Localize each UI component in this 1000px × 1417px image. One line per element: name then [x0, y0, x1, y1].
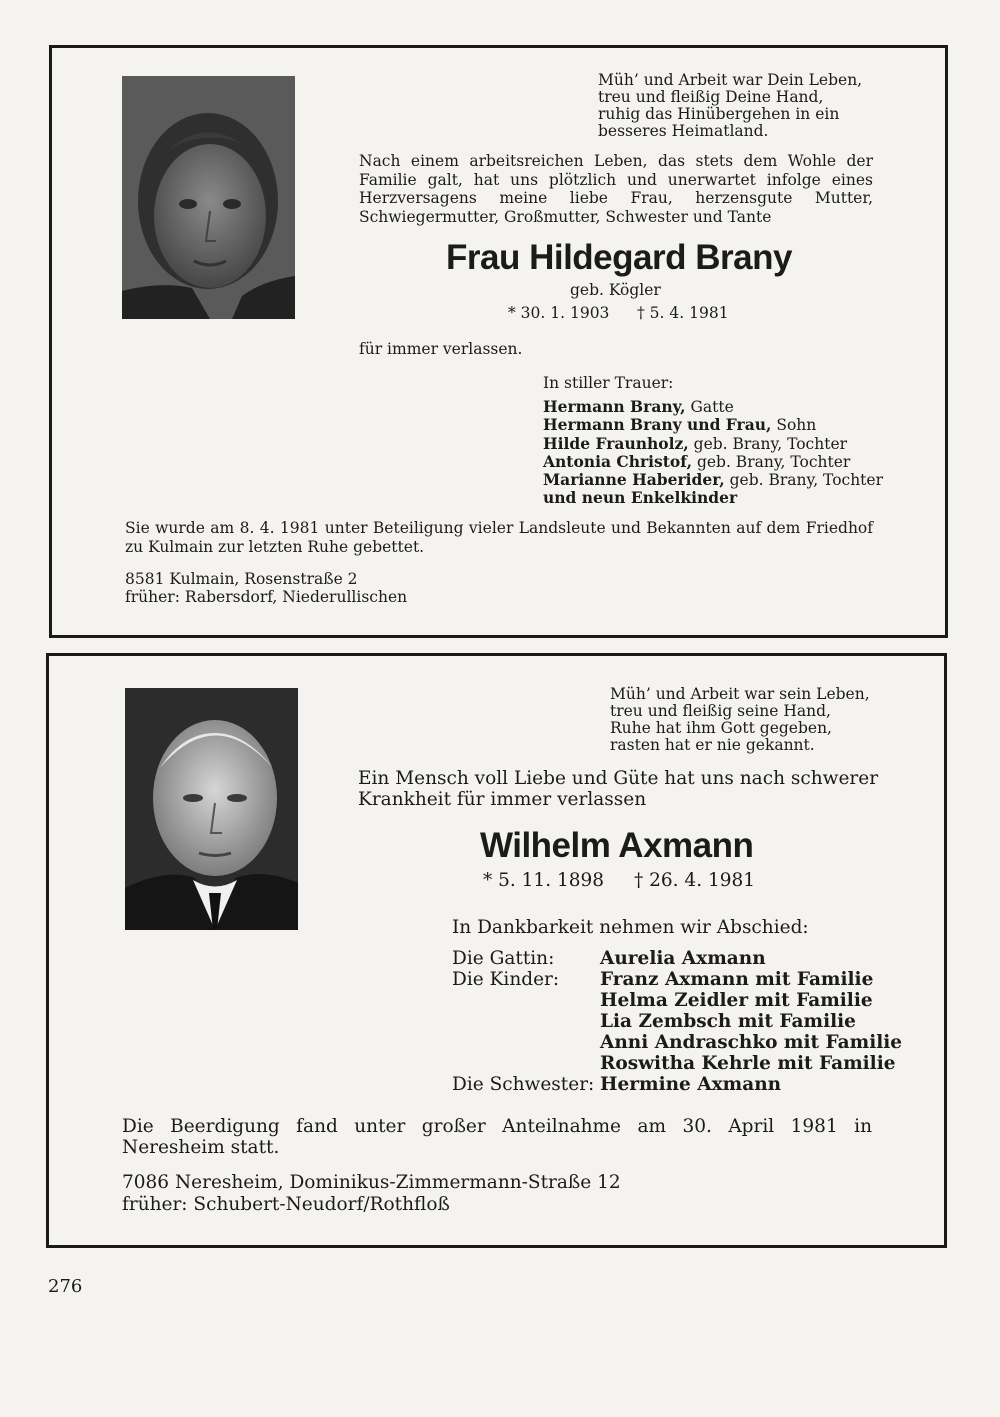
verse-line: treu und fleißig Deine Hand, — [598, 88, 824, 106]
family-member-name: Roswitha Kehrle mit Familie — [600, 1053, 896, 1074]
address-1: 8581 Kulmain, Rosenstraße 2 — [125, 570, 358, 588]
family-member-name: Aurelia Axmann — [600, 948, 766, 969]
verse-line: Ruhe hat ihm Gott gegeben, — [610, 719, 832, 737]
deceased-name-1: Frau Hildegard Brany — [446, 238, 792, 277]
former-home-2: früher: Schubert-Neudorf/Rothfloß — [122, 1194, 450, 1215]
intro-paragraph-1: Nach einem arbeitsreichen Leben, das stets dem Wohle der Familie galt, hat uns plötzlich und unerwartet infolge eines Herzversagens meine liebe Frau, herzensgute Mutter, Schwiegermutter, Großmutter, Schwester und Tante — [359, 152, 873, 226]
family-member-name: Helma Zeidler mit Familie — [600, 990, 873, 1011]
page-number: 276 — [48, 1276, 83, 1297]
mourner-row: Hermann Brany und Frau, Sohn — [543, 415, 817, 435]
intro-line-1: Ein Mensch voll Liebe und Güte hat uns nach schwerer — [358, 768, 879, 789]
family-label-row: Die Gattin: — [452, 948, 555, 969]
verse-line: Müh’ und Arbeit war Dein Leben, — [598, 71, 863, 89]
left-us-text: für immer verlassen. — [359, 340, 523, 358]
family-label-row: Die Kinder: — [452, 969, 560, 990]
verse-line: Müh’ und Arbeit war sein Leben, — [610, 685, 870, 703]
former-home-1: früher: Rabersdorf, Niederullischen — [125, 588, 408, 606]
verse-2 — [610, 686, 870, 754]
verse-line: treu und fleißig seine Hand, — [610, 702, 831, 720]
portrait-photo-hildegard-brany — [122, 76, 295, 319]
family-member-name: Hermine Axmann — [600, 1074, 782, 1095]
birth-date-2: * 5. 11. 1898 — [483, 870, 605, 891]
verse-line: ruhig das Hinübergehen in ein — [598, 105, 840, 123]
death-date-1: † 5. 4. 1981 — [637, 304, 729, 322]
portrait-woman-image — [122, 76, 295, 319]
portrait-man-image — [125, 688, 298, 930]
thanks-heading: In Dankbarkeit nehmen wir Abschied: — [452, 917, 809, 938]
verse-line: besseres Heimatland. — [598, 122, 769, 140]
deceased-name-2: Wilhelm Axmann — [480, 826, 754, 865]
family-member-name: Anni Andraschko mit Familie — [600, 1032, 903, 1053]
portrait-photo-wilhelm-axmann — [125, 688, 298, 930]
mourner-row: Marianne Haberider, geb. Brany, Tochter — [543, 470, 883, 490]
address-2: 7086 Neresheim, Dominikus-Zimmermann-Straße 12 — [122, 1172, 621, 1193]
mourner-row: Hilde Fraunholz, geb. Brany, Tochter — [543, 433, 848, 453]
mourner-row: Hermann Brany, Gatte — [543, 397, 734, 416]
family-label-row: Die Schwester: — [452, 1074, 595, 1095]
family-member-name: Franz Axmann mit Familie — [600, 969, 874, 990]
mourners-list — [543, 398, 883, 508]
death-date-2: † 26. 4. 1981 — [634, 870, 756, 891]
funeral-paragraph: Die Beerdigung fand unter großer Anteilnahme am 30. April 1981 in Neresheim statt. — [122, 1116, 872, 1158]
mourning-heading: In stiller Trauer: — [543, 374, 674, 392]
verse-line: rasten hat er nie gekannt. — [610, 736, 815, 754]
mourner-row: und neun Enkelkinder — [543, 488, 738, 508]
mourner-row: Antonia Christof, geb. Brany, Tochter — [543, 451, 851, 471]
intro-line-2: Krankheit für immer verlassen — [358, 789, 647, 810]
maiden-name: geb. Kögler — [570, 281, 661, 299]
verse-1 — [598, 72, 862, 140]
birth-date-1: * 30. 1. 1903 — [508, 304, 610, 322]
burial-paragraph: Sie wurde am 8. 4. 1981 unter Beteiligung vieler Landsleute und Bekannten auf dem Friedhof zu Kulmain zur letzten Ruhe gebettet. — [125, 519, 873, 556]
family-member-name: Lia Zembsch mit Familie — [600, 1011, 856, 1032]
